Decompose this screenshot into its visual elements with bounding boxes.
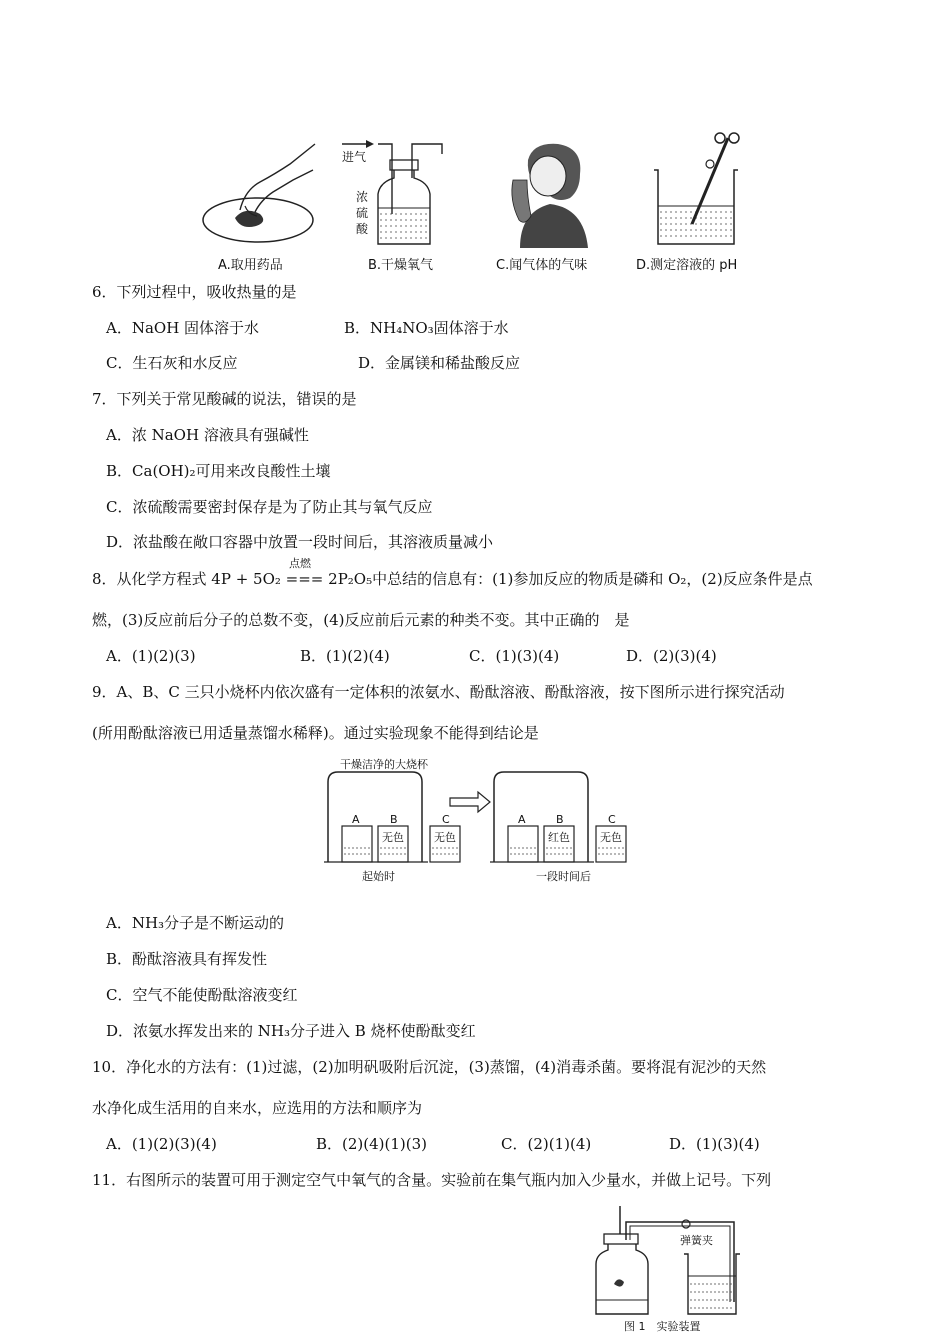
q7-option-b: B．Ca(OH)₂可用来改良酸性土壤: [106, 462, 331, 480]
q10-option-b: B．(2)(4)(1)(3): [316, 1135, 428, 1153]
q9-fig-right-a: A: [518, 813, 526, 826]
q7-option-a: A．浓 NaOH 溶液具有强碱性: [106, 426, 309, 444]
q9-option-b: B．酚酞溶液具有挥发性: [106, 950, 268, 968]
q10-line-1: 10．净化水的方法有：(1)过滤，(2)加明矾吸附后沉淀，(3)蒸馏，(4)消毒杀菌。要将混有泥沙的天然: [92, 1058, 767, 1076]
q6-stem: 6．下列过程中，吸收热量的是: [92, 283, 297, 301]
q9-fig-left-c: C: [442, 813, 450, 826]
q9-beaker-experiment-figure: [322, 754, 632, 886]
q6-option-c: C．生石灰和水反应: [106, 354, 238, 372]
q7-option-c: C．浓硫酸需要密封保存是为了防止其与氧气反应: [106, 498, 433, 516]
q8-option-a: A．(1)(2)(3): [106, 647, 196, 665]
q9-option-a: A．NH₃分子是不断运动的: [106, 914, 285, 932]
q8-line-1: 8．从化学方程式 4P + 5O₂ === 2P₂O₅中总结的信息有：(1)参加反应的物质是磷和 O₂，(2)反应条件是点: [92, 570, 813, 588]
q10-option-c: C．(2)(1)(4): [501, 1135, 592, 1153]
q9-fig-right-c-colorless: 无色: [600, 831, 622, 844]
q9-fig-left-b-colorless: 无色: [382, 831, 404, 844]
q10-line-2: 水净化成生活用的自来水，应选用的方法和顺序为: [92, 1099, 423, 1117]
q9-fig-left-a: A: [352, 813, 360, 826]
q7-option-d: D．浓盐酸在敞口容器中放置一段时间后，其溶液质量减小: [106, 533, 494, 551]
figure-a-taking-medicine: [200, 140, 330, 250]
q9-fig-after-label: 一段时间后: [536, 870, 591, 883]
q8-option-b: B．(1)(2)(4): [300, 647, 390, 665]
q8-option-c: C．(1)(3)(4): [469, 647, 560, 665]
q9-fig-right-c: C: [608, 813, 616, 826]
figure-d-label: D.测定溶液的 pH: [636, 258, 738, 273]
q8-option-d: D．(2)(3)(4): [626, 647, 717, 665]
q10-option-d: D．(1)(3)(4): [669, 1135, 760, 1153]
q9-line-2: (所用酚酞溶液已用适量蒸馏水稀释)。通过实验现象不能得到结论是: [92, 724, 539, 742]
figure-b-acid-label-1: 浓: [356, 190, 369, 204]
q9-fig-left-b: B: [390, 813, 398, 826]
figure-a-label: A.取用药品: [218, 258, 283, 273]
figure-c-label: C.闻气体的气味: [496, 258, 588, 273]
q10-option-a: A．(1)(2)(3)(4): [106, 1135, 217, 1153]
figure-b-acid-label-3: 酸: [356, 222, 369, 236]
q9-fig-start-label: 起始时: [362, 870, 395, 883]
q9-fig-left-c-colorless: 无色: [434, 831, 456, 844]
q9-fig-title: 干燥洁净的大烧杯: [340, 758, 428, 771]
figure-b-acid-label-2: 硫: [356, 206, 369, 220]
q6-option-b: B．NH₄NO₃固体溶于水: [344, 319, 509, 337]
q7-stem: 7．下列关于常见酸碱的说法，错误的是: [92, 390, 357, 408]
q8-line-2: 燃，(3)反应前后分子的总数不变，(4)反应前后元素的种类不变。其中正确的 是: [92, 611, 630, 629]
q11-apparatus-figure: [590, 1204, 750, 1324]
q11-line-1: 11．右图所示的装置可用于测定空气中氧气的含量。实验前在集气瓶内加入少量水，并做上记号。下列: [92, 1171, 772, 1189]
q6-option-a: A．NaOH 固体溶于水: [106, 319, 260, 337]
q9-option-c: C．空气不能使酚酞溶液变红: [106, 986, 298, 1004]
q9-fig-right-b: B: [556, 813, 564, 826]
q6-option-d: D．金属镁和稀盐酸反应: [358, 354, 521, 372]
q11-clamp-label: 弹簧夹: [680, 1234, 713, 1247]
figure-b-inlet-label: 进气: [342, 150, 367, 164]
q9-fig-right-b-red: 红色: [548, 831, 570, 844]
q11-figure-caption: 图 1 实验装置: [624, 1320, 701, 1333]
q8-reaction-condition: 点燃: [289, 557, 311, 570]
q9-line-1: 9．A、B、C 三只小烧杯内依次盛有一定体积的浓氨水、酚酞溶液、酚酞溶液，按下图所示进行探究活动: [92, 683, 785, 701]
q9-option-d: D．浓氨水挥发出来的 NH₃分子进入 B 烧杯使酚酞变红: [106, 1022, 476, 1040]
figure-b-label: B.干燥氧气: [368, 258, 434, 273]
figure-d-measuring-ph: [648, 124, 758, 252]
figure-c-smelling-gas: [498, 140, 598, 252]
